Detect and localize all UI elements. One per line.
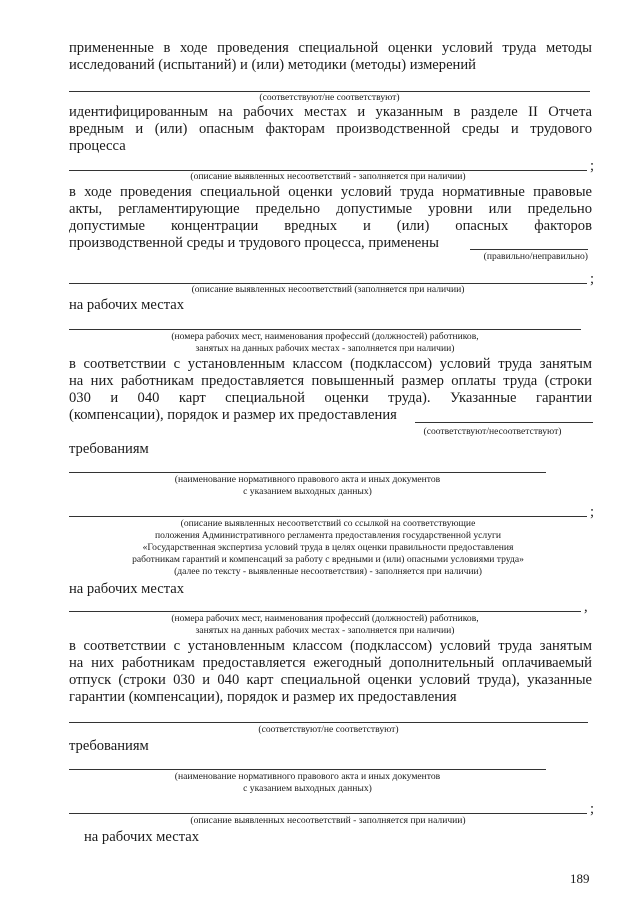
fill-line xyxy=(69,472,546,473)
fill-line xyxy=(69,329,581,330)
body-text-line: акты, регламентирующие предельно допустимые уровни или предельно xyxy=(69,201,592,217)
section-heading: на рабочих местах xyxy=(84,829,200,845)
fill-line xyxy=(69,813,587,814)
semicolon: ; xyxy=(590,801,595,817)
body-text-line: идентифицированным на рабочих местах и указанным в разделе II Отчета xyxy=(69,104,592,120)
field-caption: (описание выявленных несоответствий - заполняется при наличии) xyxy=(190,171,466,182)
body-text-line: в соответствии с установленным классом (подклассом) условий труда занятым xyxy=(69,638,592,654)
field-caption: занятых на данных рабочих местах - заполняется при наличии) xyxy=(195,343,455,354)
field-caption: (соответствуют/не соответствуют) xyxy=(259,92,400,103)
semicolon: ; xyxy=(590,271,595,287)
body-text-line: в соответствии с установленным классом (подклассом) условий труда занятым xyxy=(69,356,592,372)
field-caption: (правильно/неправильно) xyxy=(483,251,588,262)
body-text-line: примененные в ходе проведения специальной оценки условий труда методы xyxy=(69,40,592,56)
section-heading: на рабочих местах xyxy=(69,297,185,313)
comma: , xyxy=(584,599,588,615)
fill-line xyxy=(69,769,546,770)
body-text-line: вредным и (или) опасным факторам производственной среды и трудового xyxy=(69,121,592,137)
body-text-line: 030 и 040 карт специальной оценки труда). Указанные гарантии xyxy=(69,390,592,406)
field-caption: (номера рабочих мест, наименования профессий (должностей) работников, xyxy=(171,331,479,342)
body-text-line: гарантии (компенсации), порядок и размер их предоставления xyxy=(69,689,457,705)
body-text-line: отпуск (строки 030 и 040 карт специальной оценки условий труда), указанные xyxy=(69,672,592,688)
body-text-line: допустимые концентрации вредных и (или) опасных факторов xyxy=(69,218,592,234)
field-caption: (далее по тексту - выявленные несоответствия) - заполняется при наличии) xyxy=(174,566,482,577)
field-caption: с указанием выходных данных) xyxy=(243,486,372,497)
body-text-line: в ходе проведения специальной оценки условий труда нормативные правовые xyxy=(69,184,592,200)
field-caption: (номера рабочих мест, наименования профессий (должностей) работников, xyxy=(171,613,479,624)
fill-line xyxy=(415,422,593,423)
field-caption: работникам гарантий и компенсаций за работу с вредными и (или) опасными условиями труда» xyxy=(132,554,524,565)
field-caption: (наименование нормативного правового акта и иных документов xyxy=(174,771,441,782)
page-number: 189 xyxy=(570,871,590,886)
field-caption: (описание выявленных несоответствий - заполняется при наличии) xyxy=(190,815,466,826)
field-caption: занятых на данных рабочих местах - заполняется при наличии) xyxy=(195,625,455,636)
field-caption: (наименование нормативного правового акта и иных документов xyxy=(174,474,441,485)
field-caption: с указанием выходных данных) xyxy=(243,783,372,794)
fill-line xyxy=(69,611,581,612)
section-heading: на рабочих местах xyxy=(69,581,185,597)
field-caption: (соответствуют/не соответствуют) xyxy=(258,724,399,735)
body-text-line: на них работникам предоставляется повышенный размер оплаты труда (строки xyxy=(69,373,592,389)
body-text-line: (компенсации), порядок и размер их предоставления xyxy=(69,407,397,423)
field-caption: «Государственная экспертиза условий труда в целях оценки правильности предоставления xyxy=(142,542,514,553)
field-caption: (соответствуют/несоответствуют) xyxy=(423,426,562,437)
body-text-line: производственной среды и трудового процесса, применены xyxy=(69,235,439,251)
requirements-label: требованиям xyxy=(69,441,149,457)
body-text-line: на них работникам предоставляется ежегодный дополнительный оплачиваемый xyxy=(69,655,592,671)
field-caption: (описание выявленных несоответствий (заполняется при наличии) xyxy=(191,284,465,295)
fill-line xyxy=(470,249,588,250)
body-text-line: исследований (испытаний) и (или) методики (методы) измерений xyxy=(69,57,476,73)
fill-line xyxy=(69,722,588,723)
semicolon: ; xyxy=(590,504,595,520)
fill-line xyxy=(69,516,587,517)
field-caption: (описание выявленных несоответствий со ссылкой на соответствующие xyxy=(180,518,476,529)
field-caption: положения Административного регламента предоставления государственной услуги xyxy=(154,530,502,541)
body-text-line: процесса xyxy=(69,138,126,154)
requirements-label: требованиям xyxy=(69,738,149,754)
semicolon: ; xyxy=(590,158,595,174)
